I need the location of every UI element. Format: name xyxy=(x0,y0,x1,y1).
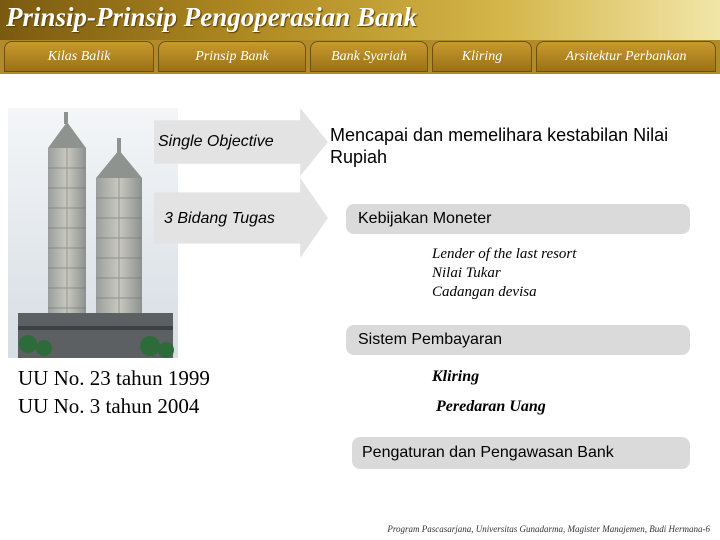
tab-kliring[interactable]: Kliring xyxy=(432,41,532,72)
moneter-item: Nilai Tukar xyxy=(432,265,501,281)
footer-credit: Program Pascasarjana, Universitas Gunadarma, Magister Manajemen, Budi Hermana-6 xyxy=(387,524,710,534)
tab-kilas-balik[interactable]: Kilas Balik xyxy=(4,41,154,72)
law-list xyxy=(18,364,210,420)
moneter-items xyxy=(432,245,576,302)
tab-bank-syariah[interactable]: Bank Syariah xyxy=(310,41,428,72)
moneter-item: Lender of the last resort xyxy=(432,246,577,262)
slide-title: Prinsip-Prinsip Pengoperasian Bank xyxy=(6,2,418,32)
building-image xyxy=(8,108,178,358)
law-item: UU No. 23 tahun 1999 xyxy=(18,366,210,390)
peredaran-uang-item: Peredaran Uang xyxy=(436,398,546,415)
moneter-item: Cadangan devisa xyxy=(432,284,537,300)
sistem-pembayaran-bar: Sistem Pembayaran xyxy=(346,325,690,355)
tab-prinsip-bank[interactable]: Prinsip Bank xyxy=(158,41,306,72)
pengaturan-bar: Pengaturan dan Pengawasan Bank xyxy=(352,437,690,469)
kliring-item: Kliring xyxy=(432,368,480,385)
slide-header xyxy=(0,0,720,42)
bidang-tugas-label: 3 Bidang Tugas xyxy=(164,210,275,227)
tab-arsitektur-perbankan[interactable]: Arsitektur Perbankan xyxy=(536,41,716,72)
objective-text: Mencapai dan memelihara kestabilan Nilai Rupiah xyxy=(330,125,669,167)
single-objective-label: Single Objective xyxy=(158,133,274,150)
kebijakan-moneter-bar: Kebijakan Moneter xyxy=(346,204,690,234)
law-item: UU No. 3 tahun 2004 xyxy=(18,394,200,418)
